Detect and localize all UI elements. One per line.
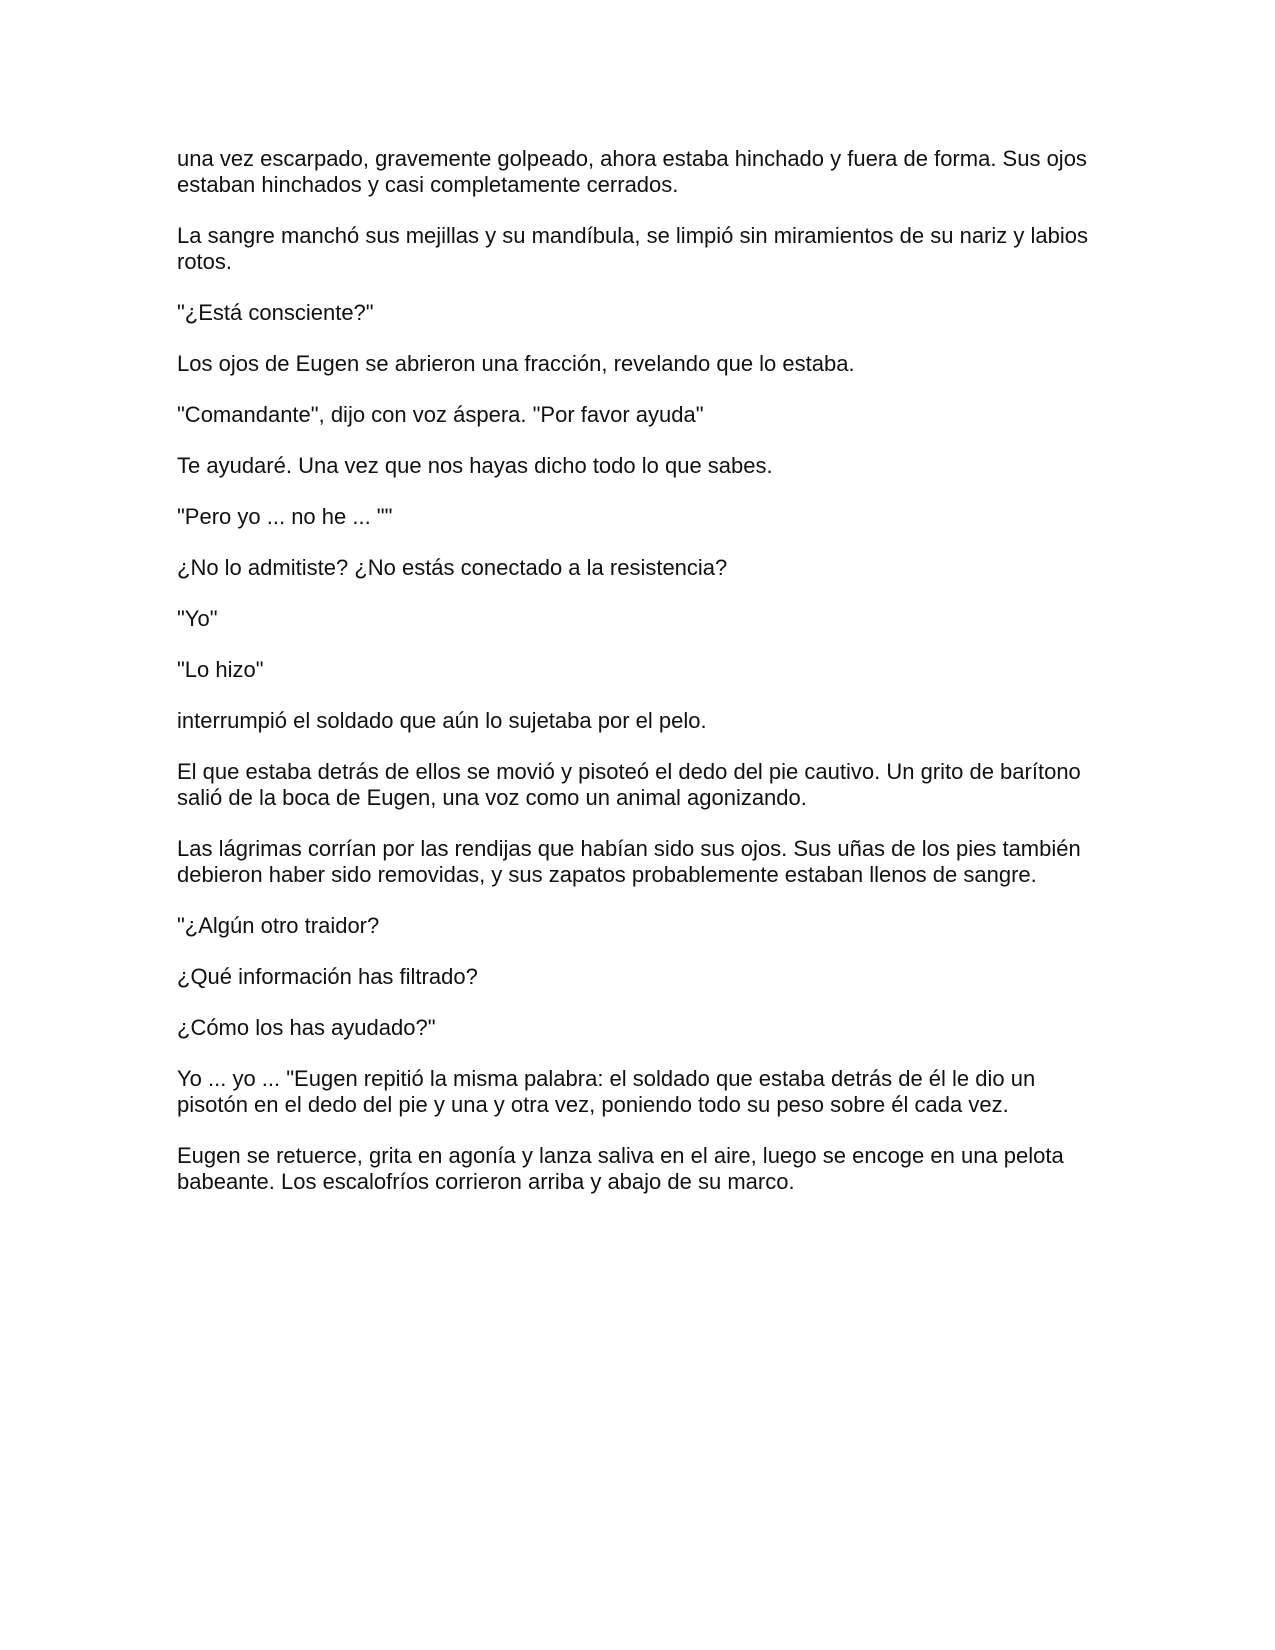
- paragraph: ¿Cómo los has ayudado?": [177, 1015, 436, 1040]
- paragraph: "¿Algún otro traidor?: [177, 913, 380, 938]
- paragraph: interrumpió el soldado que aún lo sujetaba por el pelo.: [177, 708, 707, 733]
- paragraph: Eugen se retuerce, grita en agonía y lanza saliva en el aire, luego se encoge en una pelota babeante. Los escalofríos corrieron arriba y abajo de su marco.: [177, 1143, 1064, 1194]
- paragraph: La sangre manchó sus mejillas y su mandíbula, se limpió sin miramientos de su nariz y labios rotos.: [177, 223, 1088, 274]
- paragraph: El que estaba detrás de ellos se movió y pisoteó el dedo del pie cautivo. Un grito de barítono salió de la boca de Eugen, una voz como un animal agonizando.: [177, 759, 1081, 810]
- paragraph: Las lágrimas corrían por las rendijas que habían sido sus ojos. Sus uñas de los pies también debieron haber sido removidas, y sus zapatos probablemente estaban llenos de sangre.: [177, 836, 1081, 887]
- paragraph: "Pero yo ... no he ... "": [177, 504, 393, 529]
- paragraph: ¿Qué información has filtrado?: [177, 964, 478, 989]
- paragraph: ¿No lo admitiste? ¿No estás conectado a la resistencia?: [177, 555, 728, 580]
- paragraph: "Lo hizo": [177, 657, 264, 682]
- paragraph: Yo ... yo ... "Eugen repitió la misma palabra: el soldado que estaba detrás de él le dio un pisotón en el dedo del pie y una y otra vez, poniendo todo su peso sobre él cada vez.: [177, 1066, 1036, 1117]
- paragraph: Los ojos de Eugen se abrieron una fracción, revelando que lo estaba.: [177, 351, 855, 376]
- document-body: [177, 146, 1107, 1220]
- paragraph: una vez escarpado, gravemente golpeado, ahora estaba hinchado y fuera de forma. Sus ojos estaban hinchados y casi completamente cerrados.: [177, 146, 1087, 197]
- paragraph: "Yo": [177, 606, 218, 631]
- paragraph: Te ayudaré. Una vez que nos hayas dicho todo lo que sabes.: [177, 453, 773, 478]
- paragraph: "¿Está consciente?": [177, 300, 374, 325]
- paragraph: "Comandante", dijo con voz áspera. "Por favor ayuda": [177, 402, 704, 427]
